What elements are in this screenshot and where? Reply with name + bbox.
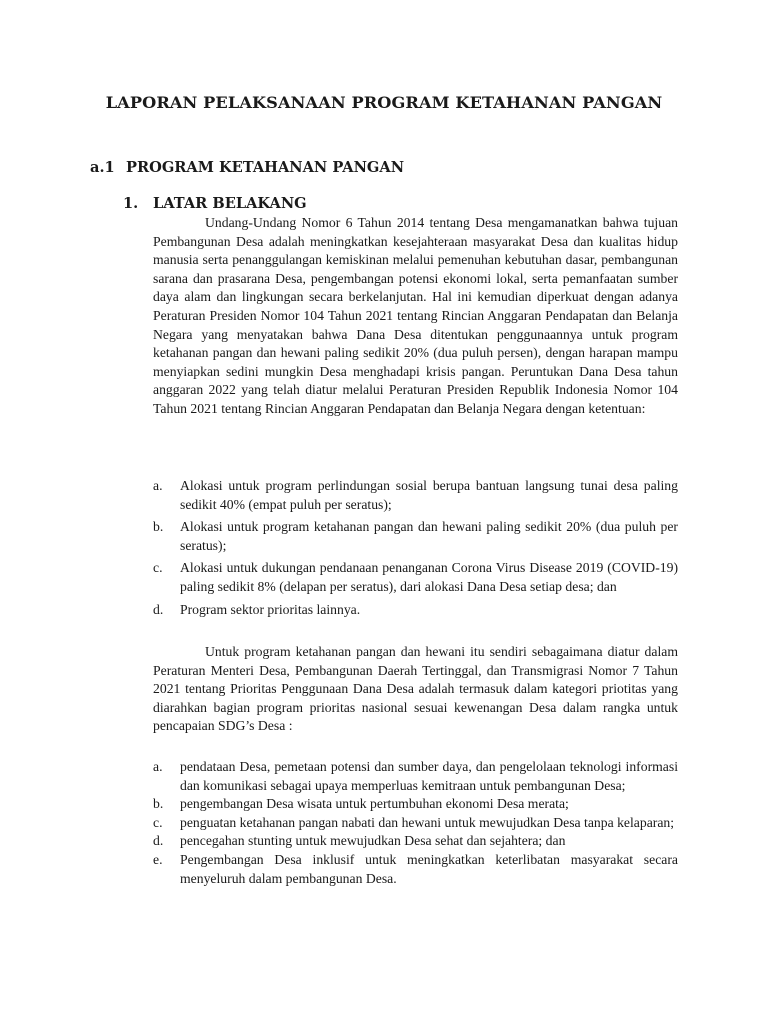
paragraph-background — [153, 214, 678, 419]
section-number: a.1 — [90, 159, 115, 176]
list-item — [153, 559, 678, 596]
list-item-text: Alokasi untuk program ketahanan pangan dan hewani paling sedikit 20% (dua puluh per seratus); — [180, 519, 678, 553]
paragraph-text: Untuk program ketahanan pangan dan hewani itu sendiri sebagaimana diatur dalam Peraturan Menteri Desa, Pembangunan Daerah Tertinggal, dan Transmigrasi Nomor 7 Tahun 2021 tentang Prioritas Penggunaan Dana Desa adalah termasuk dalam kategori priotitas yang diarahkan bagian program prioritas nasional sesuai kewenangan Desa dalam rangka untuk pencapaian SDG’s Desa : — [153, 644, 678, 734]
list-item-text: Program sektor prioritas lainnya. — [180, 601, 361, 617]
subsection-heading — [123, 194, 307, 214]
list-item-text: pengembangan Desa wisata untuk pertumbuhan ekonomi Desa merata; — [180, 796, 569, 812]
subsection-number: 1. — [123, 195, 139, 212]
allocation-list — [153, 477, 678, 623]
document-title: LAPORAN PELAKSANAAN PROGRAM KETAHANAN PANGAN — [105, 93, 663, 112]
list-item-label: c. — [153, 814, 163, 830]
list-item-label: b. — [153, 796, 164, 812]
list-item — [153, 851, 678, 888]
list-item-label: d. — [153, 601, 164, 617]
subsection-label: LATAR BELAKANG — [153, 195, 307, 212]
paragraph-priorities — [153, 643, 678, 736]
list-item — [153, 477, 678, 514]
section-label: PROGRAM KETAHANAN PANGAN — [126, 159, 405, 176]
list-item-label: c. — [153, 560, 163, 576]
list-item-text: Alokasi untuk dukungan pendanaan penanganan Corona Virus Disease 2019 (COVID-19) paling sedikit 8% (delapan per seratus), dari alokasi Dana Desa setiap desa; dan — [180, 560, 678, 594]
list-item — [153, 518, 678, 555]
list-item — [153, 601, 678, 620]
list-item-text: pendataan Desa, pemetaan potensi dan sumber daya, dan pengelolaan teknologi informasi dan komunikasi sebagai upaya memperluas kemitraan untuk pembangunan Desa; — [180, 759, 678, 793]
list-item-text: penguatan ketahanan pangan nabati dan hewani untuk mewujudkan Desa tanpa kelaparan; — [180, 814, 675, 830]
section-heading — [90, 158, 404, 178]
list-item-label: a. — [153, 759, 163, 774]
list-item-text: Alokasi untuk program perlindungan sosial berupa bantuan langsung tunai desa paling sedikit 40% (empat puluh per seratus); — [180, 478, 678, 512]
list-item-label: a. — [153, 478, 163, 493]
list-item-label: b. — [153, 519, 164, 535]
list-item-label: d. — [153, 833, 164, 849]
priority-list — [153, 758, 678, 888]
list-item — [153, 814, 678, 833]
list-item-label: e. — [153, 851, 163, 867]
list-item-text: Pengembangan Desa inklusif untuk meningkatkan keterlibatan masyarakat secara menyeluruh dalam pembangunan Desa. — [180, 851, 678, 886]
paragraph-text: Undang-Undang Nomor 6 Tahun 2014 tentang Desa mengamanatkan bahwa tujuan Pembangunan Desa adalah meningkatkan kesejahteraan masyarakat Desa dan kualitas hidup manusia serta penanggulangan kemiskinan melalui pemenuhan kebutuhan dasar, pembangunan sarana dan prasarana Desa, pengembangan potensi ekonomi lokal, serta pemanfaatan sumber daya alam dan lingkungan secara berkelanjutan. Hal ini kemudian diperkuat dengan adanya Peraturan Presiden Nomor 104 Tahun 2021 tentang Rincian Anggaran Pendapatan dan Belanja Negara yang menyatakan bahwa Dana Desa ditentukan penggunaannya untuk program ketahanan pangan dan hewani paling sedikit 20% (dua puluh persen), dengan harapan mampu menyiapkan sedini mungkin Desa menghadapi krisis pangan. Peruntukan Dana Desa tahun anggaran 2022 yang telah diatur melalui Peraturan Presiden Republik Indonesia Nomor 104 Tahun 2021 tentang Rincian Anggaran Pendapatan dan Belanja Negara dengan ketentuan: — [153, 215, 678, 416]
list-item-text: pencegahan stunting untuk mewujudkan Desa sehat dan sejahtera; dan — [180, 833, 566, 849]
list-item — [153, 758, 678, 795]
list-item — [153, 832, 678, 851]
list-item — [153, 795, 678, 814]
